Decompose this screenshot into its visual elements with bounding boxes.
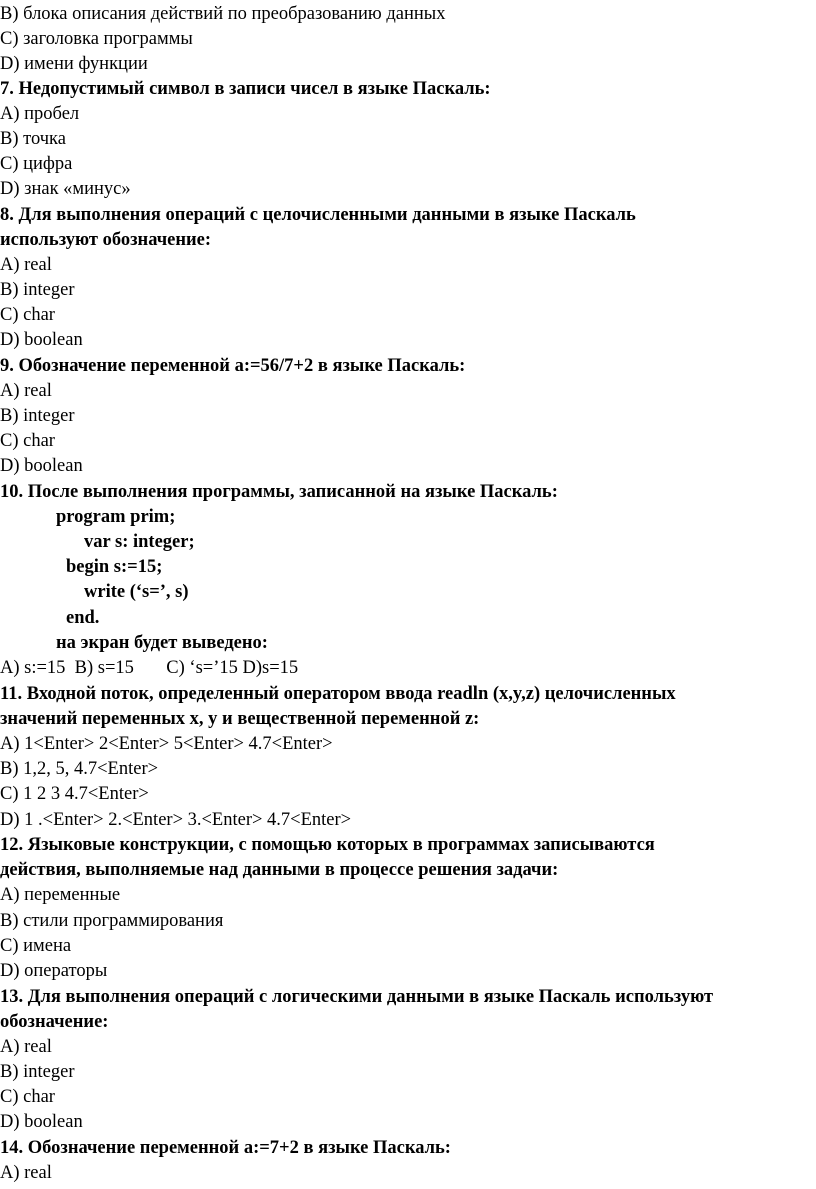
option-line: A) real [0, 381, 52, 401]
question-13-cont: обозначение: [0, 1012, 109, 1032]
option-line: B) блока описания действий по преобразованию данных [0, 4, 446, 24]
option-line: A) real [0, 1163, 52, 1183]
code-line: write (‘s=’, s) [84, 582, 189, 602]
option-line: A) 1<Enter> 2<Enter> 5<Enter> 4.7<Enter> [0, 734, 333, 754]
question-8: 8. Для выполнения операций с целочисленными данными в языке Паскаль [0, 205, 636, 225]
question-13: 13. Для выполнения операций с логическими данными в языке Паскаль используют [0, 987, 714, 1007]
question-12: 12. Языковые конструкции, с помощью которых в программах записываются [0, 835, 655, 855]
option-line: D) 1 .<Enter> 2.<Enter> 3.<Enter> 4.7<Enter> [0, 810, 352, 830]
code-line: end. [66, 608, 100, 628]
option-line: A) real [0, 1037, 52, 1057]
option-line: C) char [0, 1087, 55, 1107]
code-line: program prim; [56, 507, 176, 527]
question-10: 10. После выполнения программы, записанной на языке Паскаль: [0, 482, 558, 502]
option-line: C) char [0, 431, 55, 451]
code-line: на экран будет выведено: [56, 633, 268, 653]
option-line: C) цифра [0, 154, 73, 174]
option-line: B) стили программирования [0, 911, 224, 931]
question-11: 11. Входной поток, определенный оператором ввода readln (x,y,z) целочисленных [0, 684, 676, 704]
question-7: 7. Недопустимый символ в записи чисел в языке Паскаль: [0, 79, 491, 99]
option-line: A) s:=15 B) s=15 C) ‘s=’15 D)s=15 [0, 658, 299, 678]
option-line: B) 1,2, 5, 4.7<Enter> [0, 759, 159, 779]
option-line: D) boolean [0, 330, 83, 350]
option-line: C) char [0, 305, 55, 325]
option-line: B) integer [0, 1062, 75, 1082]
question-14: 14. Обозначение переменной a:=7+2 в языке Паскаль: [0, 1138, 451, 1158]
question-8-cont: используют обозначение: [0, 230, 212, 250]
option-line: C) имена [0, 936, 72, 956]
option-line: C) 1 2 3 4.7<Enter> [0, 784, 149, 804]
option-line: B) integer [0, 406, 75, 426]
option-line: D) boolean [0, 456, 83, 476]
option-line: B) точка [0, 129, 66, 149]
option-line: D) имени функции [0, 54, 148, 74]
question-12-cont: действия, выполняемые над данными в процессе решения задачи: [0, 860, 559, 880]
option-line: A) переменные [0, 885, 121, 905]
option-line: A) real [0, 255, 52, 275]
code-line: var s: integer; [84, 532, 195, 552]
code-line: begin s:=15; [66, 557, 163, 577]
option-line: D) знак «минус» [0, 179, 131, 199]
question-9: 9. Обозначение переменной a:=56/7+2 в языке Паскаль: [0, 356, 466, 376]
option-line: D) boolean [0, 1112, 83, 1132]
option-line: C) заголовка программы [0, 29, 193, 49]
question-11-cont: значений переменных x, y и вещественной переменной z: [0, 709, 480, 729]
option-line: A) пробел [0, 104, 80, 124]
option-line: B) integer [0, 280, 75, 300]
option-line: D) операторы [0, 961, 108, 981]
